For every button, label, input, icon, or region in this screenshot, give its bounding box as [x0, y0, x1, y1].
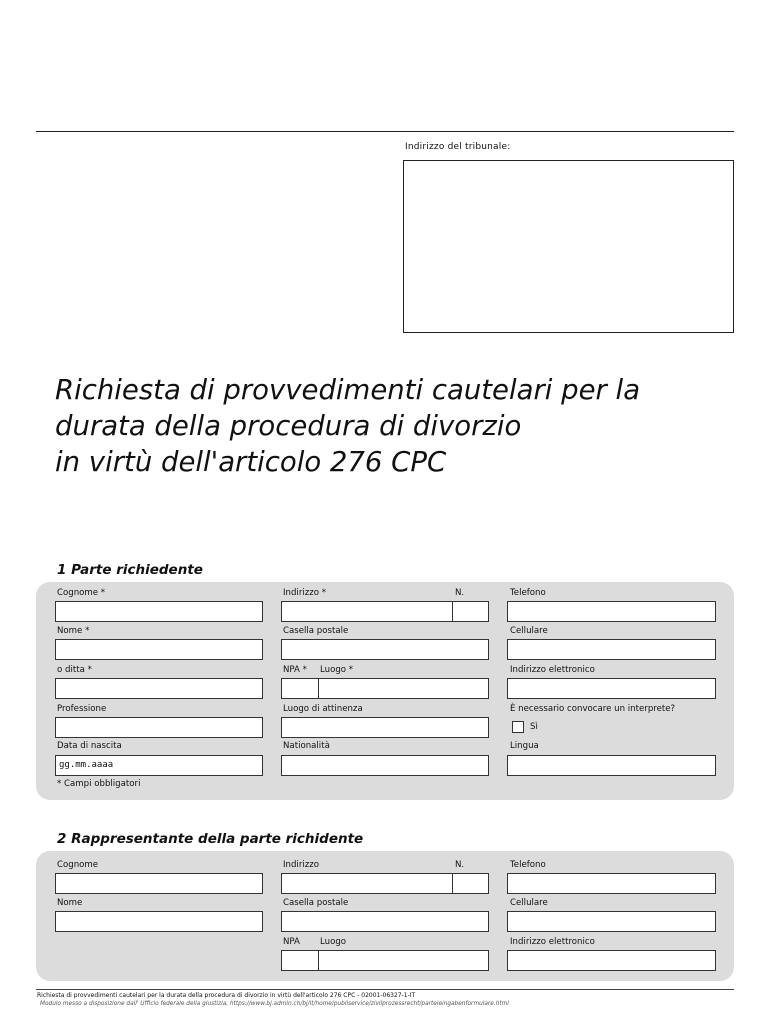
- rep-casella-field[interactable]: [281, 911, 489, 932]
- title-line-3: in virtù dell'articolo 276 CPC: [55, 446, 447, 478]
- footer-divider: [36, 989, 734, 990]
- label-casella: Casella postale: [283, 626, 349, 636]
- label-cellulare: Cellulare: [510, 626, 548, 636]
- label-interprete: È necessario convocare un interprete?: [510, 704, 676, 714]
- footer-source-note: Modulo messo a disposizione dall' Ufficio federale della giustizia, https://www.bj.admin.ch/bj/it/home/publiservice/zivilprozessrecht/parteieingabenformulare.html: [40, 1001, 509, 1007]
- rep-email-field[interactable]: [507, 950, 716, 971]
- label-cognome: Cognome *: [57, 588, 106, 598]
- rep-cellulare-field[interactable]: [507, 911, 716, 932]
- label-npa: NPA *: [283, 665, 307, 675]
- rep-label-luogo: Luogo: [320, 937, 347, 947]
- rep-npa-field[interactable]: [281, 950, 319, 971]
- rep-label-email: Indirizzo elettronico: [510, 937, 595, 947]
- interprete-checkbox[interactable]: [512, 721, 524, 733]
- rep-nome-field[interactable]: [55, 911, 263, 932]
- email-field[interactable]: [507, 678, 716, 699]
- title-line-2: durata della procedura di divorzio: [55, 410, 522, 442]
- title-line-1: Richiesta di provvedimenti cautelari per la: [55, 374, 641, 406]
- top-divider: [36, 131, 734, 132]
- label-email: Indirizzo elettronico: [510, 665, 595, 675]
- rep-numero-field[interactable]: [452, 873, 489, 894]
- rep-label-indirizzo: Indirizzo: [283, 860, 320, 870]
- label-lingua: Lingua: [510, 741, 539, 751]
- rep-indirizzo-field[interactable]: [281, 873, 453, 894]
- court-address-label: Indirizzo del tribunale:: [405, 142, 511, 152]
- rep-cognome-field[interactable]: [55, 873, 263, 894]
- label-numero: N.: [455, 588, 465, 598]
- nascita-field[interactable]: gg.mm.aaaa: [55, 755, 263, 776]
- cognome-field[interactable]: [55, 601, 263, 622]
- rep-label-npa: NPA: [283, 937, 300, 947]
- rep-label-telefono: Telefono: [510, 860, 546, 870]
- label-si: Sì: [530, 722, 538, 732]
- label-nascita: Data di nascita: [57, 741, 122, 751]
- rep-label-cellulare: Cellulare: [510, 898, 548, 908]
- rep-label-numero: N.: [455, 860, 465, 870]
- footer-document-id: Richiesta di provvedimenti cautelari per la durata della procedura di divorzio in virtù dell'articolo 276 CPC - 02001-06327-1-IT: [37, 992, 416, 999]
- casella-field[interactable]: [281, 639, 489, 660]
- nazionalita-field[interactable]: [281, 755, 489, 776]
- luogo-field[interactable]: [318, 678, 489, 699]
- cellulare-field[interactable]: [507, 639, 716, 660]
- section-2-heading: 2 Rappresentante della parte richidente: [57, 831, 364, 847]
- rep-luogo-field[interactable]: [318, 950, 489, 971]
- court-address-field[interactable]: [403, 160, 734, 333]
- label-telefono: Telefono: [510, 588, 546, 598]
- rep-label-casella: Casella postale: [283, 898, 349, 908]
- professione-field[interactable]: [55, 717, 263, 738]
- rep-telefono-field[interactable]: [507, 873, 716, 894]
- label-luogo: Luogo *: [320, 665, 354, 675]
- section-1-heading: 1 Parte richiedente: [57, 562, 203, 578]
- required-fields-note: * Campi obbligatori: [57, 779, 141, 789]
- nome-field[interactable]: [55, 639, 263, 660]
- lingua-field[interactable]: [507, 755, 716, 776]
- label-nome: Nome *: [57, 626, 90, 636]
- npa-field[interactable]: [281, 678, 319, 699]
- telefono-field[interactable]: [507, 601, 716, 622]
- document-title: [55, 372, 640, 480]
- rep-label-cognome: Cognome: [57, 860, 99, 870]
- attinenza-field[interactable]: [281, 717, 489, 738]
- indirizzo-field[interactable]: [281, 601, 453, 622]
- label-indirizzo: Indirizzo *: [283, 588, 327, 598]
- label-professione: Professione: [57, 704, 107, 714]
- rep-label-nome: Nome: [57, 898, 83, 908]
- label-ditta: o ditta *: [57, 665, 92, 675]
- label-attinenza: Luogo di attinenza: [283, 704, 363, 714]
- label-nazionalita: Nationalità: [283, 741, 330, 751]
- ditta-field[interactable]: [55, 678, 263, 699]
- numero-field[interactable]: [452, 601, 489, 622]
